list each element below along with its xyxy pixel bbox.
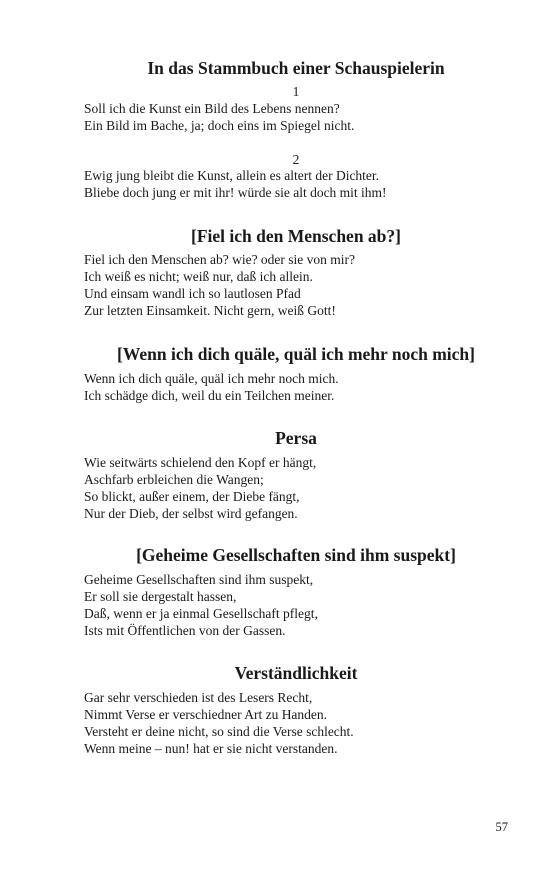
verse-line: Und einsam wandl ich so lautlosen Pfad [84,286,301,301]
poem-title: Verständlichkeit [234,663,358,683]
poem-title: Persa [275,428,317,448]
verse-line: Fiel ich den Menschen ab? wie? oder sie von mir? [84,252,356,267]
verse-line: Ein Bild im Bache, ja; doch eins im Spiegel nicht. [84,118,355,133]
verse-line: Aschfarb erbleichen die Wangen; [84,472,264,487]
verse-line: Ists mit Öffentlichen von der Gassen. [84,623,286,638]
page-number: 57 [495,820,508,834]
verse-line: Er soll sie dergestalt hassen, [84,589,237,604]
verse-line: Wie seitwärts schielend den Kopf er hängt, [84,455,317,470]
verse-line: Bliebe doch jung er mit ihr! würde sie alt doch mit ihm! [84,185,387,200]
verse-line: Wenn ich dich quäle, quäl ich mehr noch mich. [84,371,339,386]
poem-title: [Wenn ich dich quäle, quäl ich mehr noch mich] [117,344,475,364]
verse-line: Geheime Gesellschaften sind ihm suspekt, [84,572,314,587]
poem-title: In das Stammbuch einer Schauspielerin [147,58,445,78]
part-number: 2 [292,152,300,167]
poem-title: [Fiel ich den Menschen ab?] [191,226,401,246]
verse-line: Ewig jung bleibt die Kunst, allein es altert der Dichter. [84,168,380,183]
verse-line: Ich schädge dich, weil du ein Teilchen meiner. [84,388,335,403]
poem-title: [Geheime Gesellschaften sind ihm suspekt] [136,545,456,565]
verse-line: So blickt, außer einem, der Diebe fängt, [84,489,300,504]
verse-line: Zur letzten Einsamkeit. Nicht gern, weiß Gott! [84,303,336,318]
verse-line: Wenn meine – nun! hat er sie nicht verstanden. [84,741,338,756]
verse-line: Gar sehr verschieden ist des Lesers Recht, [84,690,313,705]
verse-line: Daß, wenn er ja einmal Gesellschaft pflegt, [84,606,318,621]
verse-line: Soll ich die Kunst ein Bild des Lebens nennen? [84,101,340,116]
verse-line: Versteht er deine nicht, so sind die Verse schlecht. [84,724,354,739]
verse-line: Nur der Dieb, der selbst wird gefangen. [84,506,298,521]
part-number: 1 [292,84,300,99]
verse-line: Ich weiß es nicht; weiß nur, daß ich allein. [84,269,313,284]
verse-line: Nimmt Verse er verschiedner Art zu Handen. [84,707,328,722]
